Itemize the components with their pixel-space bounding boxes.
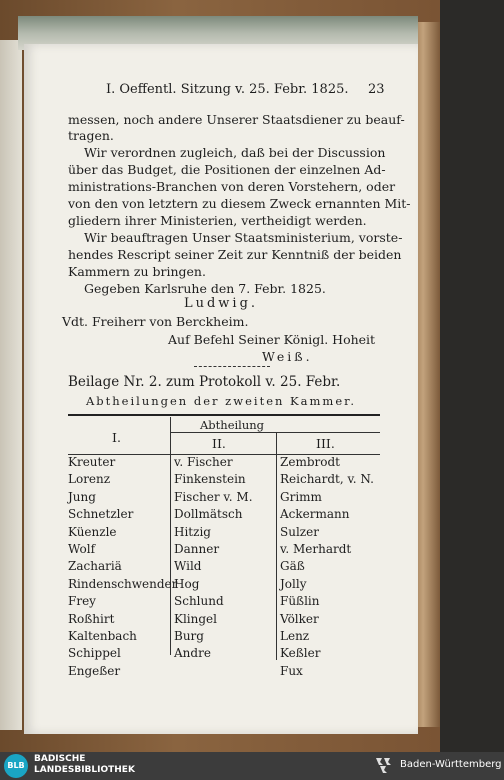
signature-vdt: Vdt. Freiherr von Berckheim. (62, 314, 249, 329)
body-line: ministrations-Branchen von deren Vorstehern, oder (68, 179, 396, 194)
list-item: Fischer v. M. (174, 489, 253, 504)
list-item: Gäß (280, 559, 305, 574)
col-header-2: II. (212, 436, 226, 451)
group-header: Abtheilung (200, 418, 265, 432)
body-line: Kammern zu bringen. (68, 264, 206, 279)
body-line: über das Budget, die Positionen der einzelnen Ad- (68, 162, 386, 177)
signature-secretary: Weiß. (262, 349, 313, 364)
list-item: Füßlin (280, 594, 320, 609)
list-item: Sulzer (280, 524, 319, 539)
list-item: Hitzig (174, 524, 211, 539)
table-top-rule (68, 414, 380, 416)
list-item: Kaltenbach (68, 628, 137, 643)
signature-ruler: Ludwig. (183, 296, 259, 311)
body-line: gliedern ihrer Ministerien, vertheidigt werden. (68, 213, 367, 228)
list-item: Jolly (280, 576, 307, 591)
body-line: tragen. (68, 128, 114, 143)
library-name-line2: LANDESBIBLIOTHEK (34, 765, 135, 775)
list-item: Wolf (68, 541, 96, 556)
list-item: Schnetzler (68, 507, 134, 522)
list-item: Keßler (280, 646, 321, 661)
list-item: Lenz (280, 628, 310, 643)
list-item: Andre (174, 646, 211, 661)
body-line: Wir verordnen zugleich, daß bei der Discussion (84, 145, 386, 160)
state-name[interactable]: Baden-Württemberg (400, 759, 502, 770)
list-item: Ackermann (280, 507, 350, 522)
list-item: Schlund (174, 594, 224, 609)
list-item: v. Fischer (174, 455, 233, 469)
signature-order: Auf Befehl Seiner Königl. Hoheit (168, 332, 376, 347)
list-item: Fux (280, 663, 303, 678)
page-edge-left (0, 40, 22, 730)
library-name[interactable] (34, 754, 135, 776)
list-item: Rindenschwender (68, 576, 178, 591)
list-item: Zachariä (68, 559, 122, 574)
list-item: Völker (280, 611, 319, 626)
library-name-line1: BADISCHE (34, 754, 86, 764)
body-line: von den von letztern zu diesem Zweck ernannten Mit- (68, 196, 411, 211)
list-item: Grimm (280, 489, 322, 504)
list-item: Zembrodt (280, 455, 340, 469)
list-item: Dollmätsch (174, 507, 243, 522)
list-item: Wild (174, 559, 202, 574)
body-line: Wir beauftragen Unser Staatsministerium, vorste- (84, 230, 403, 245)
list-item: Küenzle (68, 524, 117, 539)
list-item: Frey (68, 594, 96, 609)
column-2 (174, 454, 253, 663)
list-item: Reichardt, v. N. (280, 472, 374, 487)
list-item: Kreuter (68, 455, 116, 469)
blb-logo-icon[interactable]: BLB (4, 754, 28, 778)
list-item: Jung (68, 489, 96, 504)
signature-divider (194, 366, 270, 367)
body-line: hendes Rescript seiner Zeit zur Kenntniß der beiden (68, 247, 402, 262)
list-item: Schippel (68, 646, 121, 661)
appendix-title: Beilage Nr. 2. zum Protokoll v. 25. Febr. (68, 374, 341, 390)
list-item: Roßhirt (68, 611, 115, 626)
list-item: Danner (174, 541, 220, 556)
group-rule (170, 432, 380, 433)
col-header-1: I. (112, 430, 121, 445)
body-line: Gegeben Karlsruhe den 7. Febr. 1825. (84, 281, 326, 296)
list-item: Burg (174, 628, 204, 643)
list-item: Lorenz (68, 472, 111, 487)
appendix-subtitle: Abtheilungen der zweiten Kammer. (85, 394, 357, 408)
column-1 (68, 454, 177, 680)
column-3 (280, 454, 374, 680)
list-item: v. Merhardt (280, 541, 352, 556)
list-item: Hog (174, 576, 200, 591)
book-page (24, 44, 418, 734)
running-header: I. Oeffentl. Sitzung v. 25. Febr. 1825. (106, 82, 349, 97)
list-item: Klingel (174, 611, 217, 626)
column-divider (276, 432, 277, 660)
list-item: Finkenstein (174, 472, 246, 487)
state-coat-of-arms-icon (374, 756, 394, 774)
list-item: Engeßer (68, 663, 121, 678)
page-number: 23 (368, 82, 385, 97)
col-header-3: III. (316, 436, 335, 451)
body-line: messen, noch andere Unserer Staatsdiener zu beauf- (68, 112, 405, 127)
